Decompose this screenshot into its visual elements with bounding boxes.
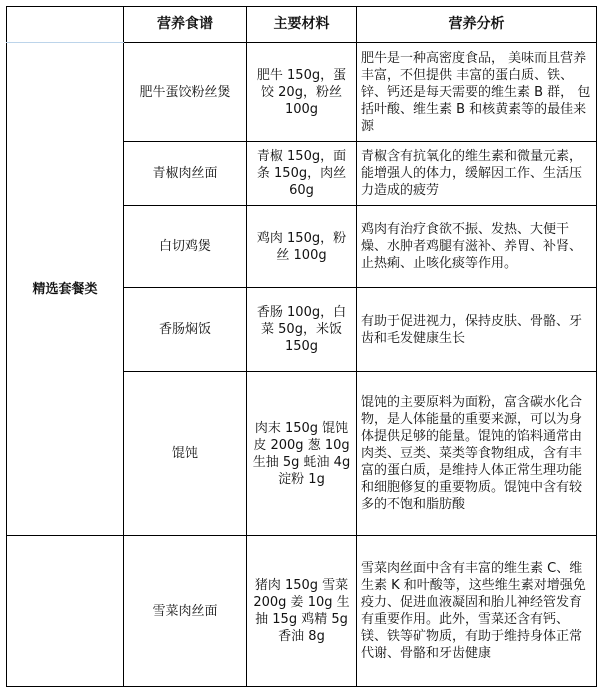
recipe-name: 香肠焖饭: [124, 288, 247, 372]
recipe-ingredients: 鸡肉 150g，粉丝 100g: [247, 206, 357, 288]
recipe-name: 白切鸡煲: [124, 206, 247, 288]
recipe-analysis: 肥牛是一种高密度食品， 美味而且营养丰富，不但提供 丰富的蛋白质、铁、锌、钙还是每天需要的维生素 B 群， 包括叶酸、维生素 B 和核黄素等的最佳来源: [357, 43, 597, 142]
recipe-ingredients: 香肠 100g，白菜 50g，米饭 150g: [247, 288, 357, 372]
recipe-analysis: 馄饨的主要原料为面粉，富含碳水化合物，是人体能量的重要来源，可以为身体提供足够的能量。馄饨的馅料通常由肉类、豆类、菜类等食物组成，含有丰富的蛋白质，是维持人体正常生理功能和细胞修复的重要物质。馄饨中含有较多的不饱和脂肪酸: [357, 372, 597, 536]
recipe-ingredients: 肥牛 150g，蛋饺 20g，粉丝 100g: [247, 43, 357, 142]
category-empty-cell: [7, 536, 124, 687]
recipe-analysis: 雪菜肉丝面中含有丰富的维生素 C、维生素 K 和叶酸等，这些维生素对增强免疫力、促进血液凝固和胎儿神经管发育有重要作用。此外，雪菜还含有钙、镁、铁等矿物质，有助于维持身体正常代谢、骨骼和牙齿健康: [357, 536, 597, 687]
nutrition-menu-table: [6, 6, 597, 687]
recipe-ingredients: 肉末 150g 馄饨皮 200g 葱 10g 生抽 5g 蚝油 4g 淀粉 1g: [247, 372, 357, 536]
header-recipe: 营养食谱: [124, 7, 247, 43]
recipe-analysis: 青椒含有抗氧化的维生素和微量元素，能增强人的体力，缓解因工作、生活压力造成的疲劳: [357, 142, 597, 206]
table-header-row: [7, 7, 597, 43]
recipe-name: 青椒肉丝面: [124, 142, 247, 206]
recipe-name: 馄饨: [124, 372, 247, 536]
table-row: [7, 43, 597, 142]
recipe-name: 雪菜肉丝面: [124, 536, 247, 687]
recipe-analysis: 鸡肉有治疗食欲不振、发热、大便干燥、水肿者鸡腿有滋补、养胃、补肾、止热痢、止咳化痰等作用。: [357, 206, 597, 288]
recipe-ingredients: 青椒 150g，面条 150g，肉丝 60g: [247, 142, 357, 206]
recipe-name: 肥牛蛋饺粉丝煲: [124, 43, 247, 142]
recipe-analysis: 有助于促进视力，保持皮肤、骨骼、牙齿和毛发健康生长: [357, 288, 597, 372]
recipe-ingredients: 猪肉 150g 雪菜 200g 姜 10g 生抽 15g 鸡精 5g 香油 8g: [247, 536, 357, 687]
header-analysis: 营养分析: [357, 7, 597, 43]
table-row: [7, 536, 597, 687]
category-cell: 精选套餐类: [7, 43, 124, 536]
header-ingredients: 主要材料: [247, 7, 357, 43]
header-empty-cell: [7, 7, 124, 43]
